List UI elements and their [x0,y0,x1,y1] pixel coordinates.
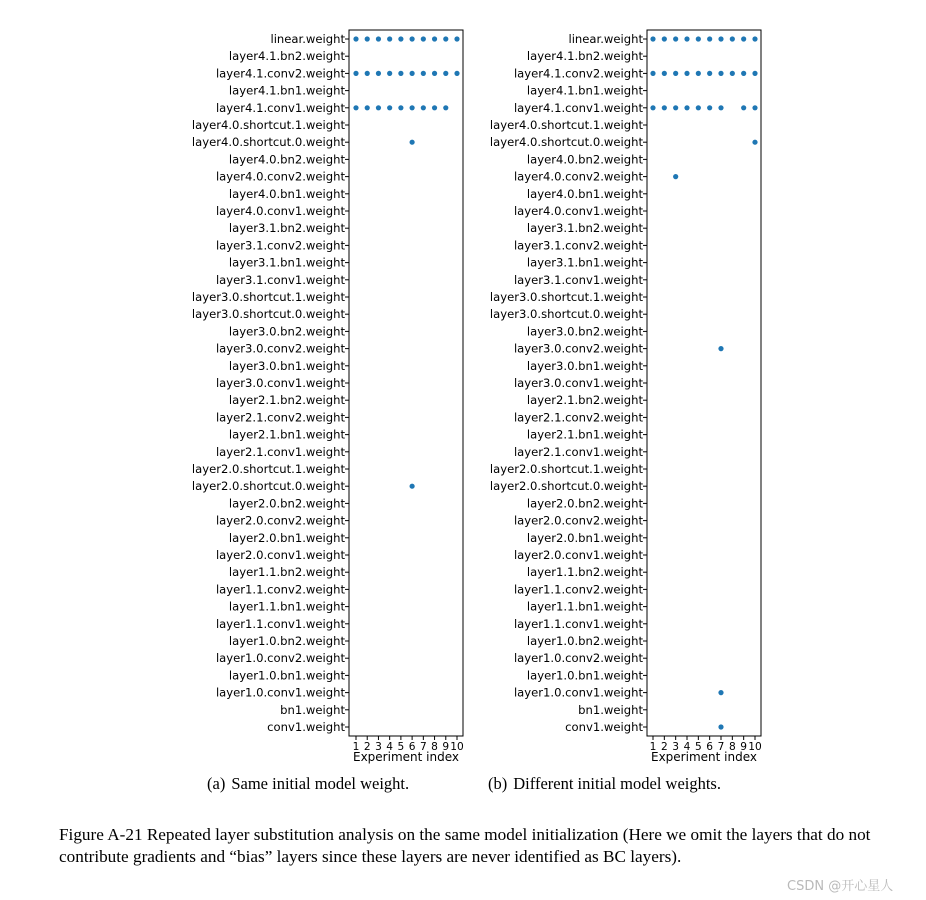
subcaption-a-text: Same initial model weight. [231,774,410,793]
x-tick-label: 6 [706,741,714,753]
data-point [707,71,712,76]
data-point [752,71,757,76]
y-tick-label: layer1.1.bn2.weight [228,565,345,580]
y-tick-label: layer1.1.bn2.weight [526,565,643,580]
x-tick-label: 4 [683,741,691,753]
y-tick-label: layer3.0.shortcut.1.weight [191,290,345,304]
x-tick-label: 4 [386,741,394,753]
y-tick-label: layer4.1.conv1.weight [513,100,643,115]
y-tick-label: layer2.0.conv1.weight [215,548,345,562]
data-point [432,105,437,110]
y-tick-label: linear.weight [568,32,643,46]
data-point [662,71,667,76]
data-point [718,724,723,729]
y-tick-label: layer1.0.bn2.weight [526,634,643,648]
data-point [707,36,712,41]
y-tick-label: layer2.0.bn1.weight [228,530,345,545]
y-tick-label: layer4.0.shortcut.0.weight [191,135,345,150]
x-tick-label: 3 [375,741,382,753]
plot-frame [647,30,761,736]
y-tick-label: layer2.0.shortcut.0.weight [191,479,345,494]
y-tick-label: layer2.0.conv2.weight [215,513,345,528]
x-tick-label: 6 [408,741,416,753]
x-tick-label: 5 [694,741,702,753]
data-point [650,36,655,41]
data-point [376,105,381,110]
y-tick-label: layer1.0.conv1.weight [513,685,643,700]
y-tick-label: linear.weight [270,32,345,46]
x-tick-label: 1 [352,741,360,753]
x-axis-label: Experiment index [651,750,757,764]
data-point [421,105,426,110]
data-point [365,105,370,110]
y-tick-label: bn1.weight [578,702,643,717]
y-tick-label: layer3.0.bn2.weight [526,324,643,339]
data-point [752,105,757,110]
data-point [410,71,415,76]
x-tick-label: 9 [442,741,450,753]
watermark: CSDN @开心星人 [787,879,894,894]
y-tick-label: layer2.0.bn2.weight [228,496,345,511]
y-tick-label: layer2.1.bn2.weight [526,393,643,408]
y-tick-label: layer2.1.conv2.weight [215,410,345,425]
x-axis-label: Experiment index [353,750,459,764]
y-tick-label: layer3.0.conv1.weight [215,376,345,390]
y-tick-label: bn1.weight [280,702,345,717]
data-point [365,36,370,41]
y-tick-label: layer4.1.conv2.weight [513,66,643,81]
y-tick-label: layer3.1.conv2.weight [513,238,643,253]
y-tick-label: layer2.1.bn2.weight [228,393,345,408]
data-point [684,105,689,110]
y-tick-label: layer1.0.bn1.weight [526,668,643,683]
y-tick-label: layer1.1.conv2.weight [513,582,643,597]
y-tick-label: layer4.0.conv1.weight [513,204,643,218]
y-tick-label: layer4.1.bn1.weight [526,83,643,98]
y-tick-label: layer1.1.bn1.weight [228,599,345,614]
data-point [398,105,403,110]
y-tick-label: layer4.0.shortcut.1.weight [489,118,643,132]
data-point [741,105,746,110]
y-tick-label: conv1.weight [565,720,643,734]
subcaption-a [207,774,409,794]
data-point [443,105,448,110]
y-tick-label: layer4.1.bn2.weight [526,49,643,64]
y-tick-label: layer3.0.conv1.weight [513,376,643,390]
y-tick-label: layer2.1.bn1.weight [228,427,345,442]
data-point [673,71,678,76]
y-tick-label: layer1.1.conv2.weight [215,582,345,597]
y-tick-label: layer4.0.bn1.weight [228,186,345,201]
data-point [353,71,358,76]
y-tick-label: conv1.weight [267,720,345,734]
y-tick-label: layer4.0.bn2.weight [228,152,345,167]
y-tick-label: layer2.0.shortcut.0.weight [489,479,643,494]
x-tick-label: 10 [748,741,762,753]
y-tick-label: layer3.0.bn1.weight [228,358,345,373]
y-tick-label: layer1.0.conv2.weight [513,651,643,666]
y-tick-label: layer2.0.shortcut.1.weight [191,462,345,476]
data-point [718,346,723,351]
data-point [387,71,392,76]
y-tick-label: layer2.1.conv2.weight [513,410,643,425]
data-point [696,71,701,76]
data-point [718,71,723,76]
data-point [718,36,723,41]
y-tick-label: layer1.1.bn1.weight [526,599,643,614]
y-tick-label: layer2.0.bn2.weight [526,496,643,511]
y-tick-label: layer3.0.bn1.weight [526,358,643,373]
y-tick-label: layer1.0.bn2.weight [228,634,345,648]
y-tick-label: layer2.1.bn1.weight [526,427,643,442]
data-point [673,174,678,179]
data-point [707,105,712,110]
y-tick-label: layer2.1.conv1.weight [215,444,345,459]
data-point [718,105,723,110]
y-tick-label: layer4.1.bn1.weight [228,83,345,98]
chart-panel-a [192,30,464,764]
y-tick-label: layer3.1.bn2.weight [526,221,643,236]
data-point [662,36,667,41]
x-tick-label: 7 [717,741,725,753]
x-tick-label: 1 [649,741,657,753]
y-tick-label: layer3.0.shortcut.1.weight [489,290,643,304]
x-tick-label: 3 [672,741,680,753]
y-tick-label: layer1.1.conv1.weight [513,616,643,631]
data-point [752,140,757,145]
data-point [752,36,757,41]
data-point [387,36,392,41]
data-point [432,36,437,41]
y-tick-label: layer4.0.conv2.weight [513,169,643,184]
data-point [696,36,701,41]
y-tick-label: layer3.0.shortcut.0.weight [489,307,643,322]
x-tick-label: 2 [363,741,371,753]
x-tick-label: 7 [419,741,427,753]
y-tick-label: layer3.0.conv2.weight [215,341,345,356]
data-point [410,105,415,110]
data-point [387,105,392,110]
data-point [741,71,746,76]
data-point [398,71,403,76]
data-point [454,36,459,41]
data-point [684,36,689,41]
y-tick-label: layer4.0.shortcut.1.weight [191,118,345,132]
chart-panel-b [490,30,762,764]
data-point [718,690,723,695]
data-point [421,71,426,76]
y-tick-label: layer4.1.conv2.weight [215,66,345,81]
data-point [730,71,735,76]
data-point [443,71,448,76]
y-tick-label: layer3.1.conv1.weight [215,272,345,287]
x-tick-label: 8 [431,741,438,753]
figure-caption: Figure A-21 Repeated layer substitution analysis on the same model initialization (Here we omit the layers that do not contribute gradients and “bias” layers since these layers are never identified as BC layers). [59,825,871,866]
subcaption-b-label: (b) [488,774,508,793]
y-tick-label: layer2.0.conv2.weight [513,513,643,528]
y-tick-label: layer1.0.conv2.weight [215,651,345,666]
data-point [376,36,381,41]
data-point [662,105,667,110]
y-tick-label: layer3.0.conv2.weight [513,341,643,356]
x-tick-label: 8 [728,741,736,753]
y-tick-label: layer3.1.bn2.weight [228,221,345,236]
y-tick-label: layer4.0.bn1.weight [526,186,643,201]
data-point [741,36,746,41]
y-tick-label: layer3.0.shortcut.0.weight [191,307,345,322]
subcaption-b-text: Different initial model weights. [513,774,721,793]
plot-frame [349,30,463,736]
y-tick-label: layer3.0.bn2.weight [228,324,345,339]
y-tick-label: layer2.0.conv1.weight [513,548,643,562]
y-tick-label: layer4.1.bn2.weight [228,49,345,64]
data-point [410,140,415,145]
y-tick-label: layer1.1.conv1.weight [215,616,345,631]
y-tick-label: layer4.0.bn2.weight [526,152,643,167]
x-tick-label: 2 [660,741,668,753]
data-point [730,36,735,41]
data-point [421,36,426,41]
y-tick-label: layer3.1.conv1.weight [513,272,643,287]
data-point [650,71,655,76]
data-point [684,71,689,76]
data-point [410,36,415,41]
y-tick-label: layer4.0.shortcut.0.weight [489,135,643,150]
y-tick-label: layer2.0.bn1.weight [526,530,643,545]
y-tick-label: layer3.1.bn1.weight [526,255,643,270]
data-point [454,71,459,76]
data-point [410,484,415,489]
x-tick-label: 9 [740,741,748,753]
y-tick-label: layer4.0.conv2.weight [215,169,345,184]
data-point [353,36,358,41]
data-point [696,105,701,110]
x-tick-label: 10 [450,741,464,753]
data-point [432,71,437,76]
data-point [365,71,370,76]
y-tick-label: layer4.0.conv1.weight [215,204,345,218]
y-tick-label: layer3.1.bn1.weight [228,255,345,270]
data-point [353,105,358,110]
y-tick-label: layer2.0.shortcut.1.weight [489,462,643,476]
y-tick-label: layer2.1.conv1.weight [513,444,643,459]
data-point [650,105,655,110]
y-tick-label: layer1.0.bn1.weight [228,668,345,683]
data-point [673,105,678,110]
subcaption-b [488,774,721,794]
y-tick-label: layer1.0.conv1.weight [215,685,345,700]
data-point [443,36,448,41]
data-point [673,36,678,41]
subcaption-a-label: (a) [207,774,226,793]
y-tick-label: layer4.1.conv1.weight [215,100,345,115]
y-tick-label: layer3.1.conv2.weight [215,238,345,253]
data-point [376,71,381,76]
x-tick-label: 5 [397,741,405,753]
data-point [398,36,403,41]
